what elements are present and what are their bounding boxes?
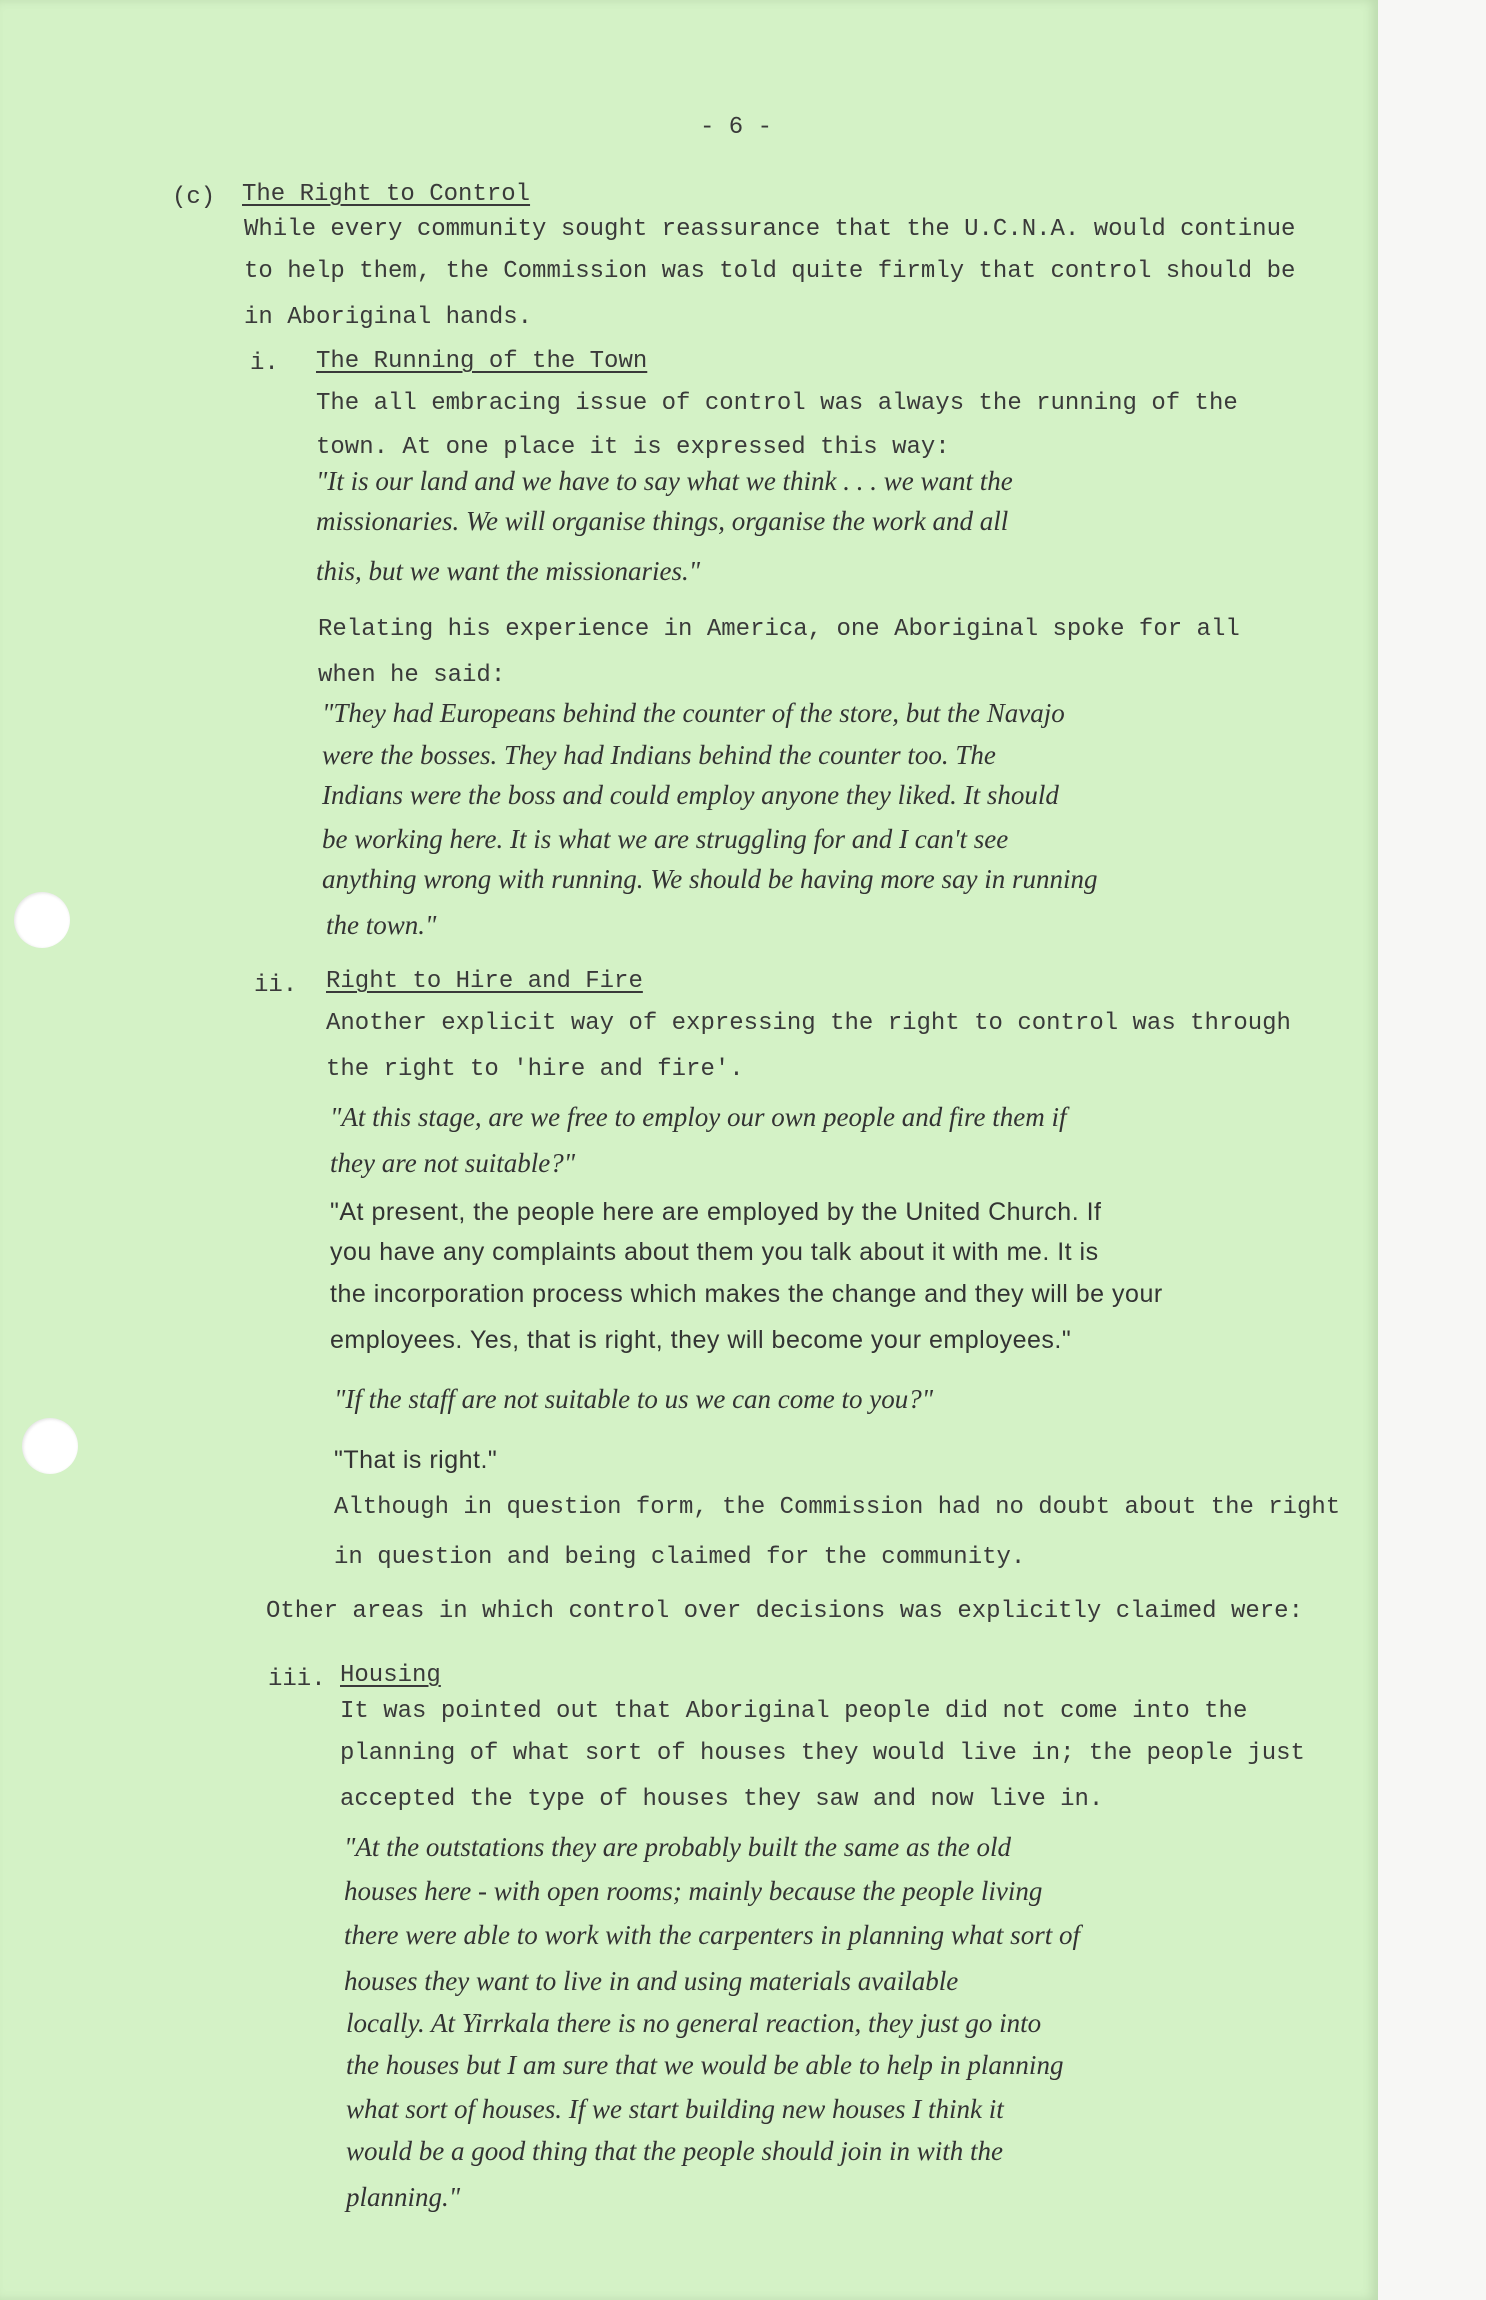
- page-number: - 6 -: [700, 114, 773, 141]
- quote-line: be working here. It is what we are struggling for and I can't see: [322, 824, 1009, 854]
- reply-line: the incorporation process which makes the change and they will be your: [330, 1280, 1163, 1308]
- quote-line: "It is our land and we have to say what we think . . . we want the: [316, 466, 1013, 496]
- quote-line: "At this stage, are we free to employ our own people and fire them if: [330, 1102, 1067, 1132]
- quote-line: there were able to work with the carpenters in planning what sort of: [344, 1920, 1080, 1950]
- quote-line: the town.": [326, 910, 437, 940]
- quote-line: this, but we want the missionaries.": [316, 556, 701, 586]
- section-heading: The Right to Control: [242, 181, 531, 208]
- quote-line: they are not suitable?": [330, 1148, 576, 1178]
- paragraph-line: The all embracing issue of control was always the running of the: [316, 390, 1238, 417]
- punch-hole: [22, 1418, 78, 1474]
- paragraph-line: While every community sought reassurance that the U.C.N.A. would continue: [244, 216, 1296, 243]
- reply-line: "At present, the people here are employed by the United Church. If: [330, 1198, 1102, 1226]
- paragraph-line: planning of what sort of houses they would live in; the people just: [340, 1740, 1305, 1767]
- quote-line: "If the staff are not suitable to us we can come to you?": [334, 1384, 934, 1414]
- quote-line: locally. At Yirrkala there is no general reaction, they just go into: [346, 2008, 1042, 2038]
- paragraph-line: Although in question form, the Commission had no doubt about the right: [334, 1494, 1341, 1521]
- punch-hole: [14, 892, 70, 948]
- subsection-heading: The Running of the Town: [316, 348, 648, 375]
- subsection-label: iii.: [268, 1666, 326, 1693]
- quote-line: anything wrong with running. We should be having more say in running: [322, 864, 1098, 894]
- reply-line: "That is right.": [334, 1446, 498, 1474]
- quote-line: would be a good thing that the people should join in with the: [346, 2136, 1003, 2166]
- quote-line: planning.": [346, 2182, 461, 2212]
- paragraph-line: town. At one place it is expressed this way:: [316, 434, 950, 461]
- paragraph-line: to help them, the Commission was told quite firmly that control should be: [244, 258, 1296, 285]
- subsection-heading: Right to Hire and Fire: [326, 968, 643, 995]
- paragraph-line: Another explicit way of expressing the right to control was through: [326, 1010, 1291, 1037]
- quote-line: "At the outstations they are probably built the same as the old: [344, 1832, 1012, 1862]
- quote-line: houses they want to live in and using materials available: [344, 1966, 959, 1996]
- paragraph-line: Other areas in which control over decisions was explicitly claimed were:: [266, 1598, 1303, 1625]
- quote-line: what sort of houses. If we start building new houses I think it: [346, 2094, 1004, 2124]
- subsection-heading: Housing: [340, 1662, 441, 1689]
- reply-line: you have any complaints about them you talk about it with me. It is: [330, 1238, 1099, 1266]
- paragraph-line: when he said:: [318, 662, 506, 689]
- paragraph-line: accepted the type of houses they saw and now live in.: [340, 1786, 1104, 1813]
- quote-line: houses here - with open rooms; mainly because the people living: [344, 1876, 1043, 1906]
- paragraph-line: in question and being claimed for the community.: [334, 1544, 1026, 1571]
- paragraph-line: the right to 'hire and fire'.: [326, 1056, 744, 1083]
- reply-line: employees. Yes, that is right, they will become your employees.": [330, 1326, 1072, 1354]
- section-label: (c): [172, 184, 216, 211]
- quote-line: the houses but I am sure that we would be able to help in planning: [346, 2050, 1064, 2080]
- page-margin: [1378, 0, 1486, 2300]
- paragraph-line: in Aboriginal hands.: [244, 304, 533, 331]
- quote-line: were the bosses. They had Indians behind the counter too. The: [322, 740, 996, 770]
- paragraph-line: It was pointed out that Aboriginal people did not come into the: [340, 1698, 1248, 1725]
- subsection-label: i.: [250, 350, 279, 377]
- quote-line: missionaries. We will organise things, organise the work and all: [316, 506, 1009, 536]
- paragraph-line: Relating his experience in America, one Aboriginal spoke for all: [318, 616, 1240, 643]
- quote-line: Indians were the boss and could employ anyone they liked. It should: [322, 780, 1059, 810]
- quote-line: "They had Europeans behind the counter of the store, but the Navajo: [322, 698, 1065, 728]
- subsection-label: ii.: [254, 972, 298, 999]
